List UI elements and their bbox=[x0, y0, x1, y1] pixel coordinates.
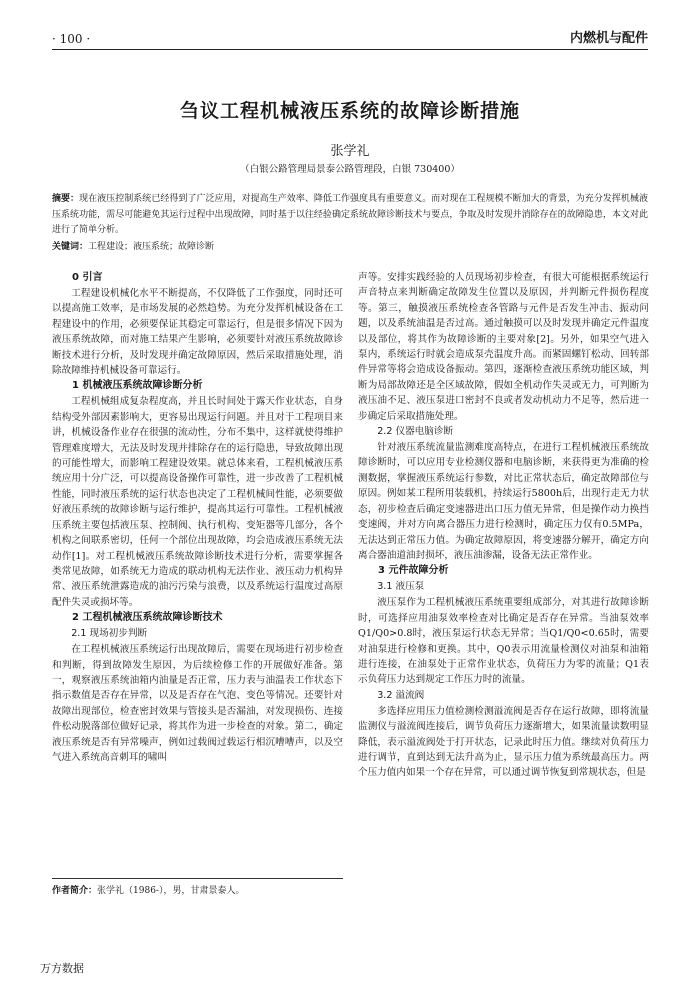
footer-watermark: 万方数据 bbox=[40, 962, 84, 975]
paragraph: 声等。安排实践经验的人员现场初步检查，有很大可能根据系统运行声音特点来判断确定故障发生位置以及原因，并判断元件损伤程度等。第三，触摸液压系统检查各管路与元件是否发生冲击、振动问题，以及系统油温是否过高。通过触摸可以及时发现并确定元件温度以及部位，将其作为故障诊断的主要对象[2]。另外，如果空气进入泵内，系统运行时就会造成泵壳温度升高。而紧固螺钉松动、回转部件异常等将会造成设备振动。第四，逐渐检查液压系统功能区域，判断为局部故障还是全区域故障，假如全机动作失灵或无力，可判断为液压油不足、液压泵进口密封不良或者发动机动力不足等，然后进一步确定后采取措施处理。 bbox=[358, 272, 649, 422]
keywords-label: 关键词： bbox=[52, 242, 89, 252]
journal-name: 内燃机与配件 bbox=[569, 31, 648, 46]
paragraph: 液压泵作为工程机械液压系统重要组成部分，对其进行故障诊断时，可选择应用油泵效率检查对比确定是否存在异常。当油泵效率Q1/Q0>0.8时，液压泵运行状态无异常；当Q1/Q0<0.65时，需要对油泵进行检修和更换。其中，Q0表示用流量检测仪对油泵和油箱进行连接，在油泵处于正常作业状态，负荷压力为零的流量；Q1表示负荷压力达到规定工作压力时的流量。 bbox=[358, 597, 649, 686]
section-heading: 3 元件故障分析 bbox=[378, 565, 449, 577]
author-affiliation: （白银公路管理局景泰公路管理段，白银 730400） bbox=[240, 164, 460, 175]
subsection-heading: 2.1 现场初步判断 bbox=[71, 628, 148, 640]
paragraph: 工程机械组成复杂程度高，并且长时间处于露天作业状态，自身结构受外部因素影响大，更容易出现运行问题。并且对于工程项目来讲，机械设备作业存在很强的流动性，分布不集中，这样就使得维护管理难度增大，无法及时发现并排除存在的运行隐患，导致故障出现的可能性增大，而影响工程建设效果。就总体来看，工程机械液压系统应用十分广泛，可以提高设备操作可靠性，进一步改善了工程机械性能，同时液压系统的运行状态也决定了工程机械间性能，必须要做好液压系统的故障诊断与运行维护，提高其运行可靠性。工程机械液压系统主要包括液压泵、控制阀、执行机构、变矩器等几部分，各个机构之间联系密切，任何一个部位出现故障，均会造成液压系统无法动作[1]。对工程机械液压系统故障诊断技术进行分析，需要掌握各类常见故障，如系统无力造成的联动机构无法作业、液压动力机构异常、液压系统泄露造成的油污污染与浪费，以及系统运行温度过高原配件失灵或损坏等。 bbox=[52, 396, 343, 608]
section-heading: 2 工程机械液压系统故障诊断技术 bbox=[72, 612, 223, 624]
page-number: · 100 · bbox=[52, 32, 91, 46]
right-column bbox=[358, 270, 649, 781]
abstract bbox=[52, 192, 648, 239]
footnote-text: 张学礼（1986-），男，甘肃景泰人。 bbox=[97, 886, 245, 896]
section-heading: 0 引言 bbox=[72, 272, 103, 283]
author-footnote bbox=[52, 878, 343, 898]
paragraph: 工程建设机械化水平不断提高，不仅降低了工作强度，同时还可以提高施工效率，是市场发展的必然趋势。为充分发挥机械设备在工程建设中的作用，必须要保证其稳定可靠运行，但是很多情况下因为液压系统故障，而对施工结果产生影响，必须要针对液压系统故障诊断技术进行分析，及时发现并确定故障原因，然后采取措施处理，消除故障维持机械设备可靠运行。 bbox=[52, 288, 343, 377]
paragraph: 针对液压系统流量监测难度高特点，在进行工程机械液压系统故障诊断时，可以应用专业检测仪器和电脑诊断，来获得更为准确的检测数据，掌握液压系统运行参数，对比正常状态后，确定故障部位与原因。例如某工程所用装载机，持续运行5800h后，出现行走无力状态，初步检查后确定变速器进出口压力值无异常，但是操作动力换挡变速阀，并对方向离合器压力进行检测时，确定压力仅有0.5MPa，无法达到正常压力值。为确定故障原因，将变速器分解开，确定方向离合器油道油封损坏，液压油渗漏，设备无法正常作业。 bbox=[358, 442, 649, 561]
header-rule bbox=[52, 49, 648, 50]
article-author: 张学礼 bbox=[330, 144, 370, 159]
abstract-label: 摘要： bbox=[52, 194, 80, 204]
subsection-heading: 2.2 仪器电脑诊断 bbox=[377, 426, 454, 438]
page-header bbox=[52, 26, 648, 46]
article-title: 刍议工程机械液压系统的故障诊断措施 bbox=[179, 100, 520, 122]
abstract-text: 现在液压控制系统已经得到了广泛应用，对提高生产效率、降低工作强度具有重要意义。而对现在工程规模不断加大的背景，为充分发挥机械液压系统功能，需尽可能避免其运行过程中出现故障，同时基于以往经验确定系统故障诊断技术与要点，争取及时发现并消除存在的故障隐患，本文对此进行了简单分析。 bbox=[52, 194, 648, 235]
keywords bbox=[52, 240, 648, 255]
subsection-heading: 3.1 液压泵 bbox=[377, 581, 425, 593]
left-column bbox=[52, 270, 343, 880]
section-heading: 1 机械液压系统故障诊断分析 bbox=[72, 380, 203, 392]
keywords-text: 工程建设；液压系统；故障诊断 bbox=[88, 242, 215, 252]
subsection-heading: 3.2 溢流阀 bbox=[377, 689, 425, 701]
paragraph: 多选择应用压力值检测检测溢流阀是否存在运行故障，即将流量监测仪与溢流阀连接后，调节负荷压力逐渐增大，如果流量读数明显降低，表示溢流阀处于打开状态，记录此时压力值。继续对负荷压力进行调节，直到达到无法升高为止，显示压力值为系统最高压力。两个压力值内如果一个存在异常，可以通过调节恢复到常规状态，但是 bbox=[358, 705, 649, 779]
paragraph: 在工程机械液压系统运行出现故障后，需要在现场进行初步检查和判断，得到故障发生原因，为后续检修工作的开展做好准备。第一，观察液压系统油箱内油量是否正常，压力表与油温表工作状态下指示数值是否存在异常，以及是否存在气泡、变色等情况。还要针对故障出现部位，检查密封效果与管接头是否漏油，对发现损伤、连接件松动脱落部位做好记录，将其作为进一步检查的对象。第二，确定液压系统是否有异常噪声，例如过载阀过载运行相沉嘈嘈声，以及空气进入系统高音刺耳的啸叫 bbox=[52, 644, 343, 763]
footnote-label: 作者简介： bbox=[52, 886, 98, 896]
